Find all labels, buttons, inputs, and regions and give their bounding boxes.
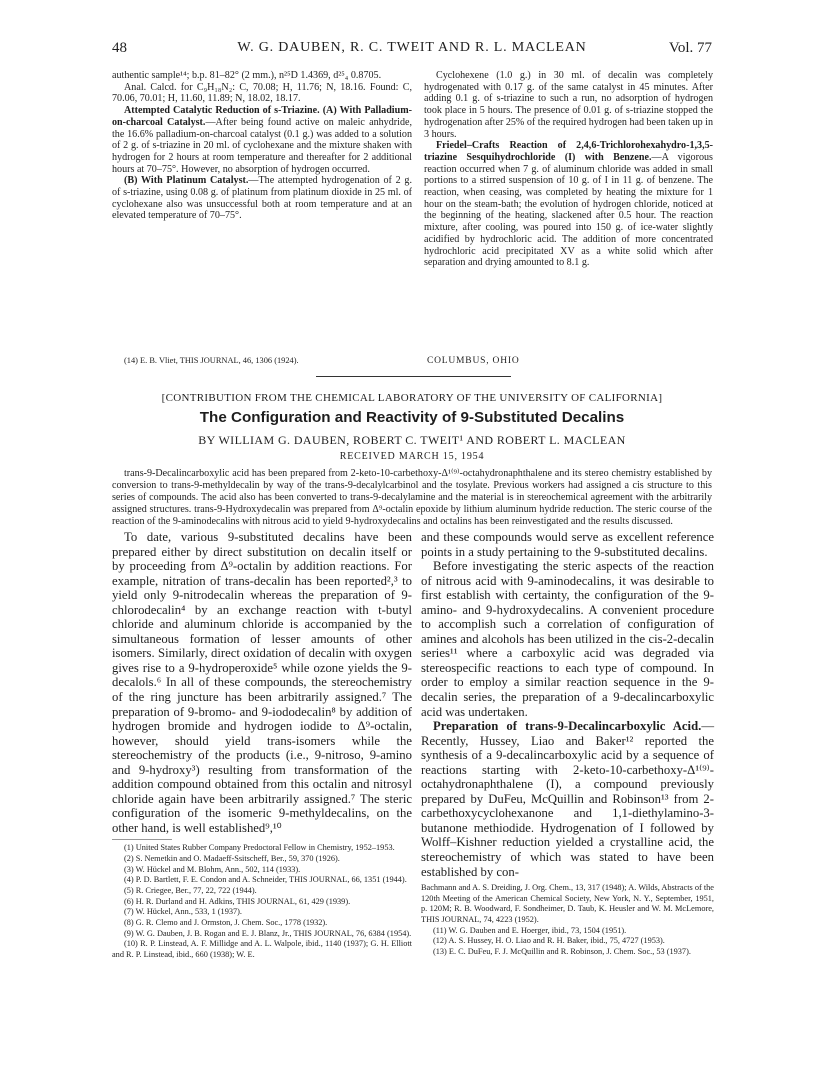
section-divider xyxy=(316,376,511,377)
byline: BY WILLIAM G. DAUBEN, ROBERT C. TWEIT¹ AND ROBERT L. MACLEAN xyxy=(198,433,626,447)
paragraph-heading: Attempted Catalytic Reduction of s-Triazine. (A) With Palladium-on-charcoal Catalyst. xyxy=(112,105,412,128)
paragraph-body: —Recently, Hussey, Liao and Baker¹² reported the synthesis of a 9-decalincarboxylic acid by a sequence of reactions starting with 2-keto-10-carbethoxy-Δ¹⁽⁹⁾-octahydronaphthalene (I), a compound previously prepared by DuFeu, McQuillin and Robinson¹³ from 2-carbethoxycyclohexanone and 1,1-diethylamino-3-butanone methiodide. Hydrogenation of I followed by Wolff–Kishner reduction yielded a crystalline acid, the stereochemistry of which was stated to have been established by con- xyxy=(421,719,714,879)
paragraph xyxy=(112,175,412,222)
volume-number: Vol. 77 xyxy=(668,40,712,56)
paragraph: authentic sample¹⁴; b.p. 81–82° (2 mm.), n²⁵D 1.4369, d²⁵₄ 0.8705. xyxy=(112,70,382,81)
section-heading: Preparation of trans-9-Decalincarboxylic Acid. xyxy=(433,719,702,734)
footnotes-right xyxy=(421,883,714,958)
paragraph: and these compounds would serve as excellent reference points in a study pertaining to the 9-substituted decalins. xyxy=(421,530,714,559)
footnote: (3) W. Hückel and M. Blohm, Ann., 502, 114 (1933). xyxy=(124,864,301,874)
running-head xyxy=(112,40,712,62)
received-date: RECEIVED MARCH 15, 1954 xyxy=(339,451,485,462)
paragraph: Cyclohexene (1.0 g.) in 30 ml. of decalin was completely hydrogenated with 0.17 g. of the same catalyst in 45 minutes. After adding 0.1 g. of s-triazine to such a run, no adsorption of hydrogen took place in 5 hours. The presence of 0.01 g. of s-triazine stopped the hydrogenation after 25% of the required hydrogen had been taken up in 3 hours. xyxy=(424,70,713,140)
paragraph-body: —The attempted hydrogenation of 2 g. of s-triazine, using 0.08 g. of platinum from platinum dioxide in 25 ml. of cyclohexane also was unsuccessful both at room temperature and at an elevated temperature of 70–75°. xyxy=(112,175,412,222)
footnote: (2) S. Nemetkin and O. Madaeff-Ssitscheff, Ber., 59, 370 (1926). xyxy=(124,854,340,864)
footnote: (12) A. S. Hussey, H. O. Liao and R. H. Baker, ibid., 75, 4727 (1953). xyxy=(433,936,665,946)
place-line: COLUMBUS, OHIO xyxy=(427,356,520,366)
paragraph: Before investigating the steric aspects of the reaction of nitrous acid with 9-aminodecalins, it was desirable to first establish with certainty, the configuration of the 9-amino- and 9-hydroxydecalins. A convenient procedure to accomplish such a correlation of configuration of amines and alcohols has been utilized in the cis-2-decalin series¹¹ where a carboxylic acid was degraded via stereospecific reactions to each type of compound. In order to employ a similar reaction sequence in the 9-decalin series, the preparation of a 9-decalincarboxylic acid was undertaken. xyxy=(421,559,714,719)
footnote: (5) R. Criegee, Ber., 77, 22, 722 (1944). xyxy=(124,886,257,896)
footnote: (9) W. G. Dauben, J. B. Rogan and E. J. Blanz, Jr., THIS JOURNAL, 76, 6384 (1954). xyxy=(124,928,412,938)
footnotes-left xyxy=(112,843,412,960)
previous-article-left-column xyxy=(112,70,412,222)
running-head-authors: W. G. DAUBEN, R. C. TWEIT AND R. L. MACLEAN xyxy=(237,40,587,55)
main-right-column xyxy=(421,530,714,958)
abstract xyxy=(112,468,712,528)
paragraph: Anal. Calcd. for C₉H₁₈N₂: C, 70.08; H, 11.76; N, 18.16. Found: C, 70.06, 70.01; H, 11.60, 11.89; N, 18.02, 18.17. xyxy=(112,81,412,105)
footnote: (7) W. Hückel, Ann., 533, 1 (1937). xyxy=(124,907,242,917)
footnote: (8) G. R. Clemo and J. Ormston, J. Chem. Soc., 1778 (1932). xyxy=(124,918,328,928)
footnote: (13) E. C. DuFeu, F. J. McQuillin and R. Robinson, J. Chem. Soc., 53 (1937). xyxy=(433,947,691,957)
footnote: Bachmann and A. S. Dreiding, J. Org. Chem., 13, 317 (1948); A. Wilds, Abstracts of the 120th Meeting of the American Chemical Society, New York, N. Y., September, 1951, p. 120M; R. B. Woodward, F. Sondheimer, D. Taub, K. Heusler and W. M. McLemore, THIS JOURNAL, 74, 4223 (1952). xyxy=(421,883,714,925)
paragraph: To date, various 9-substituted decalins have been prepared either by direct substitution on decalin itself or by proceeding from Δ⁹-octalin by addition reactions. For example, nitration of trans-decalin has been reported²,³ to yield only 9-nitrodecalin whereas the preparation of 9-chlorodecalin⁴ by an exchange reaction with t-butyl chloride and aluminum chloride is accompanied by the simultaneous formation of lesser amounts of other isomers. Similarly, direct oxidation of decalin with oxygen gives rise to a 9-hydroperoxide⁵ while ozone yields the 9-decalols.⁶ In all of these compounds, the stereochemistry of the ring juncture has been arbitrarily assigned.⁷ The preparation of 9-bromo- and 9-iododecalin⁸ by addition of hydrogen bromide and hydrogen iodide to Δ⁹-octalin, however, should yield trans-isomers while the stereochemistry of the products (i.e., 9-nitroso, 9-amino and 9-hydroxy³) resulting from transformation of the addition compound obtained from this octalin and nitrosyl chloride again have been arbitrarily assigned.⁷ The steric configuration of the isomeric 9-methyldecalins, on the other hand, is well established⁹,¹⁰ xyxy=(112,530,412,835)
contribution-line: [CONTRIBUTION FROM THE CHEMICAL LABORATORY OF THE UNIVERSITY OF CALIFORNIA] xyxy=(161,392,663,404)
main-left-column xyxy=(112,530,412,961)
article-title: The Configuration and Reactivity of 9-Substituted Decalins xyxy=(199,409,625,426)
paragraph-body: —A vigorous reaction occurred when 7 g. of aluminum chloride was added in small portions to a stirred suspension of 10 g. of I in 11 g. of benzene. The reaction, when ceasing, was completed by heating the mixture for 1 hour on the steam-bath; the evolution of hydrogen chloride, noticed at the beginning of the heating, slackened after 0.5 hour. The reaction mixture, after cooling, was poured into 150 g. of ice-water slightly acidified by hydrochloric acid. The addition of more concentrated hydrochloric acid precipitated XV as a white solid which after separation and drying amounted to 8.1 g. xyxy=(424,151,713,269)
footnote: (4) P. D. Bartlett, F. E. Condon and A. Schneider, THIS JOURNAL, 66, 1351 (1944). xyxy=(124,875,407,885)
previous-article-right-column xyxy=(424,70,713,269)
footnote: (11) W. G. Dauben and E. Hoerger, ibid., 73, 1504 (1951). xyxy=(433,925,627,935)
paragraph-heading: (B) With Platinum Catalyst. xyxy=(124,175,249,187)
abstract-text: trans-9-Decalincarboxylic acid has been prepared from 2-keto-10-carbethoxy-Δ¹⁽⁹⁾-octahydronaphthalene and its stereo chemistry established by conversion to trans-9-methyldecalin by way of the trans-9-decalylcarbinol and the tosylate. Previous workers had assigned a cis structure to this series of compounds. The acid also has been converted to trans-9-decalylamine and the material is in stereochemical agreement with the arbitrarily assigned structures. trans-9-Hydroxydecalin was prepared from Δ⁹-octalin epoxide by lithium aluminum hydride reduction. The steric course of the reaction of the 9-aminodecalins with nitrous acid to yield 9-hydroxydecalins and octalins has been reinvestigated and the results discussed. xyxy=(112,468,712,527)
footnote-divider xyxy=(112,839,172,840)
footnote: (14) E. B. Vliet, THIS JOURNAL, 46, 1306 (1924). xyxy=(124,356,299,365)
paragraph xyxy=(112,105,412,175)
paragraph-heading: Friedel–Crafts Reaction of 2,4,6-Trichlorohexahydro-1,3,5-triazine Sesquihydrochloride (I) with Benzene. xyxy=(424,140,713,163)
footnote: (1) United States Rubber Company Predoctoral Fellow in Chemistry, 1952–1953. xyxy=(124,843,395,853)
paragraph xyxy=(424,140,713,269)
page-number: 48 xyxy=(112,40,127,56)
paragraph xyxy=(421,719,714,879)
footnote: (10) R. P. Linstead, A. F. Millidge and A. L. Walpole, ibid., 1140 (1937); G. H. Elliott and R. P. Linstead, ibid., 660 (1938); W. E. xyxy=(112,939,412,960)
footnote: (6) H. R. Durland and H. Adkins, THIS JOURNAL, 61, 429 (1939). xyxy=(124,896,351,906)
paragraph-body: —After being found active on maleic anhydride, the 16.6% palladium-on-charcoal catalyst (0.1 g.) was added to a solution of 2 g. of s-triazine in 20 ml. of cyclohexane and the mixture shaken with hydrogen for 2 hours at room temperature and thereafter for 2 additional hours at 70–75°. However, no absorption of hydrogen occurred. xyxy=(112,116,412,175)
